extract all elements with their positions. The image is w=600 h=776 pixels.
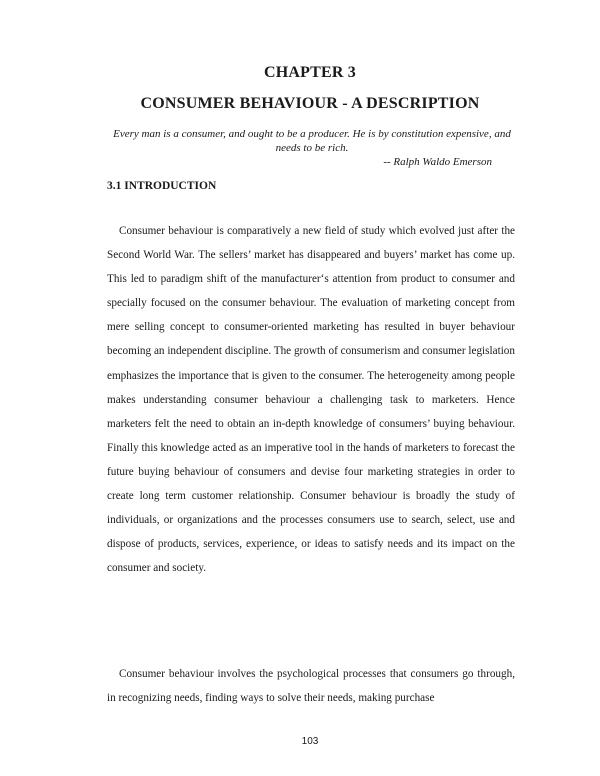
chapter-number: CHAPTER 3 bbox=[263, 64, 357, 81]
epigraph-quote: Every man is a consumer, and ought to be a producer. He is by constitution expensive, and needs to be rich. bbox=[113, 128, 511, 154]
section-heading: 3.1 INTRODUCTION bbox=[107, 180, 217, 192]
page-number: 103 bbox=[301, 736, 319, 747]
body-paragraph: Consumer behaviour is comparatively a new field of study which evolved just after the Second World War. The sellers’ market has disappeared and buyers’ market has come up. This led to paradigm shift of the manufacturer‘s attention from product to consumer and specially focused on the consumer behaviour. The evaluation of marketing concept from mere selling concept to consumer-oriented marketing has resulted in buyer behaviour becoming an independent discipline. The growth of consumerism and consumer legislation emphasizes the importance that is given to the consumer. The heterogeneity among people makes understanding consumer behaviour a challenging task to marketers. Hence marketers felt the need to obtain an in-depth knowledge of consumers’ buying behaviour. Finally this knowledge acted as an imperative tool in the hands of marketers to forecast the future buying behaviour of consumers and devise four marketing strategies in order to create long term customer relationship. Consumer behaviour is broadly the study of individuals, or organizations and the processes consumers use to search, select, use and dispose of products, services, experience, or ideas to satisfy needs and its impact on the consumer and society. bbox=[107, 225, 515, 575]
epigraph-author: -- Ralph Waldo Emerson bbox=[383, 156, 492, 168]
chapter-title: CONSUMER BEHAVIOUR - A DESCRIPTION bbox=[140, 95, 480, 112]
body-paragraph: Consumer behaviour involves the psychological processes that consumers go through, in recognizing needs, finding ways to solve their needs, making purchase bbox=[107, 668, 515, 705]
